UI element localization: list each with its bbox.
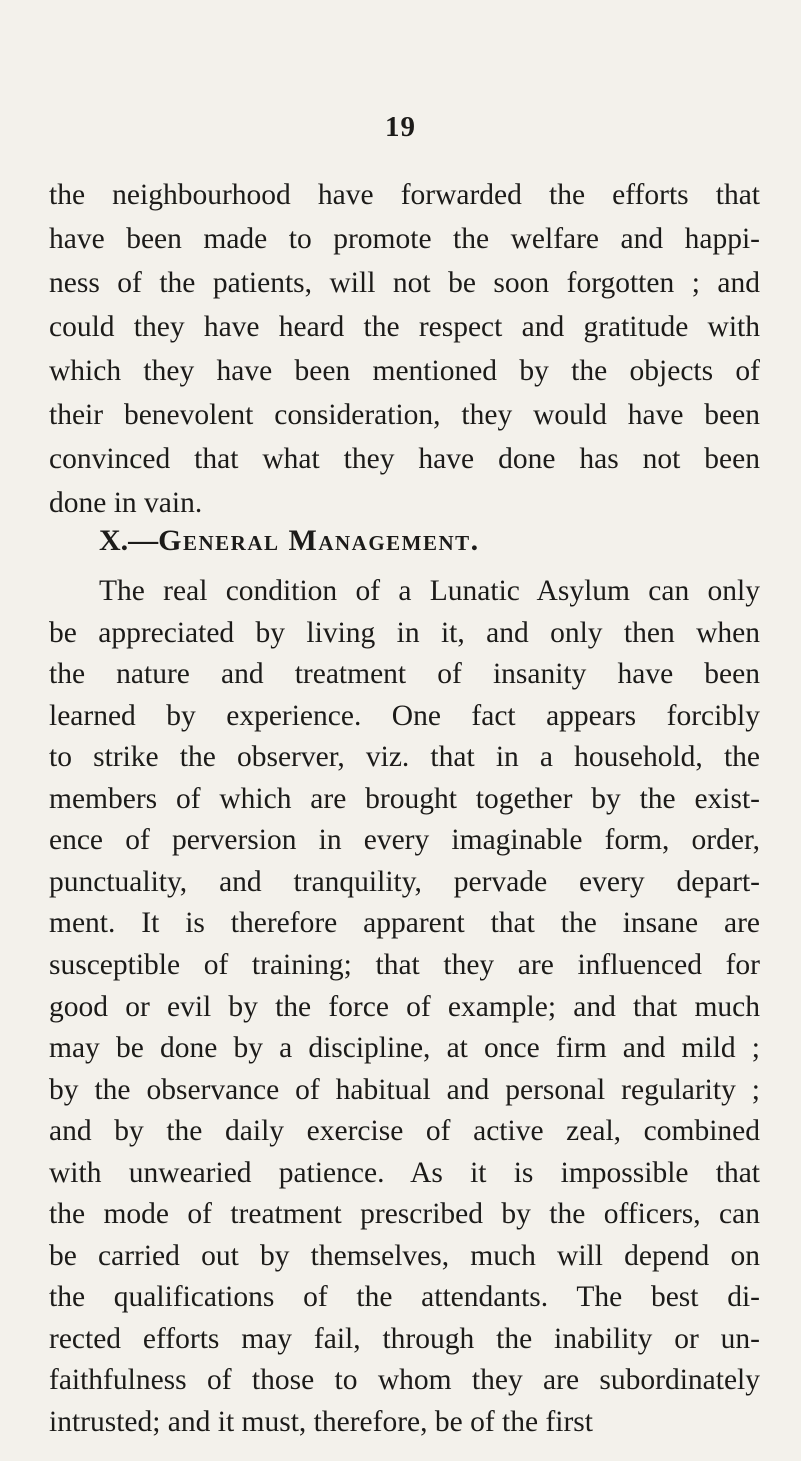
paragraph-2-line: to strike the observer, viz. that in a household, the bbox=[49, 741, 760, 773]
paragraph-2-line: may be done by a discipline, at once firm and mild ; bbox=[49, 1032, 760, 1064]
paragraph-1-line: their benevolent consideration, they would have been bbox=[49, 399, 760, 431]
paragraph-2-line: faithfulness of those to whom they are subordinately bbox=[49, 1364, 760, 1396]
paragraph-2-line: by the observance of habitual and personal regularity ; bbox=[49, 1074, 760, 1106]
paragraph-1-line: which they have been mentioned by the objects of bbox=[49, 355, 760, 387]
paragraph-2-line: learned by experience. One fact appears forcibly bbox=[49, 700, 760, 732]
paragraph-2-line: susceptible of training; that they are influenced for bbox=[49, 949, 760, 981]
paragraph-2-line: the qualifications of the attendants. The best di- bbox=[49, 1281, 760, 1313]
paragraph-2-line: the mode of treatment prescribed by the officers, can bbox=[49, 1198, 760, 1230]
paragraph-1-line: done in vain. bbox=[49, 487, 203, 519]
paragraph-2-line: intrusted; and it must, therefore, be of the first bbox=[49, 1406, 593, 1438]
paragraph-1-line: the neighbourhood have forwarded the efforts that bbox=[49, 179, 760, 211]
paragraph-2-line: punctuality, and tranquility, pervade every depart- bbox=[49, 866, 760, 898]
paragraph-2-line: ence of perversion in every imaginable form, order, bbox=[49, 824, 760, 856]
paragraph-1-line: convinced that what they have done has not been bbox=[49, 443, 760, 475]
paragraph-1-line: could they have heard the respect and gratitude with bbox=[49, 311, 760, 343]
paragraph-2-line: with unwearied patience. As it is impossible that bbox=[49, 1157, 760, 1189]
paragraph-2-line: be carried out by themselves, much will depend on bbox=[49, 1240, 760, 1272]
paragraph-1-line: ness of the patients, will not be soon forgotten ; and bbox=[49, 267, 760, 299]
paragraph-2-line: members of which are brought together by the exist- bbox=[49, 783, 760, 815]
paragraph-2-line: ment. It is therefore apparent that the insane are bbox=[49, 907, 760, 939]
paragraph-2-line: be appreciated by living in it, and only then when bbox=[49, 617, 760, 649]
section-heading bbox=[99, 523, 480, 559]
paragraph-2-line: and by the daily exercise of active zeal, combined bbox=[49, 1115, 760, 1147]
section-title: General Management. bbox=[158, 524, 480, 557]
paragraph-2-line: the nature and treatment of insanity have been bbox=[49, 658, 760, 690]
paragraph-2-line: The real condition of a Lunatic Asylum can only bbox=[99, 575, 760, 607]
paragraph-2-line: good or evil by the force of example; and that much bbox=[49, 991, 760, 1023]
page-number: 19 bbox=[385, 111, 416, 143]
paragraph-1-line: have been made to promote the welfare and happi- bbox=[49, 223, 760, 255]
paragraph-2-line: rected efforts may fail, through the inability or un- bbox=[49, 1323, 760, 1355]
section-numeral: X.— bbox=[99, 524, 159, 557]
